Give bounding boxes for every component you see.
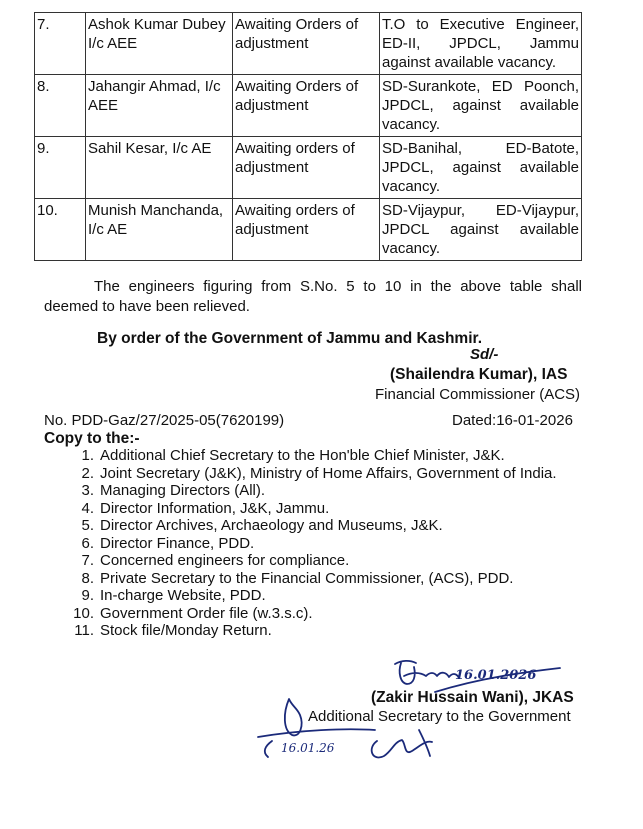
engineer-name: Jahangir Ahmad, I/c AEE (86, 75, 233, 137)
list-item (60, 535, 557, 553)
row-number: 7. (35, 13, 86, 75)
list-item-text: Director Archives, Archaeology and Museums, J&K. (100, 517, 443, 534)
row-number: 10. (35, 199, 86, 261)
posting-cell: SD-Vijaypur, ED-Vijaypur, JPDCL against available vacancy. (380, 199, 582, 261)
list-item-number: 10. (73, 604, 94, 622)
list-item-text: Additional Chief Secretary to the Hon'ble Chief Minister, J&K. (100, 447, 505, 464)
table-row (35, 199, 582, 261)
relieved-note (44, 277, 582, 317)
row-number: 9. (35, 137, 86, 199)
list-item (60, 605, 557, 623)
list-item (60, 500, 557, 518)
posting-cell: SD-Banihal, ED-Batote, JPDCL, against available vacancy. (380, 137, 582, 199)
list-item-number: 1. (81, 447, 94, 464)
list-item-text: Director Finance, PDD. (100, 534, 255, 552)
posting-cell: T.O to Executive Engineer, ED-II, JPDCL, Jammu against available vacancy. (380, 13, 582, 75)
posting-cell: SD-Surankote, ED Poonch, JPDCL, against available vacancy. (380, 75, 582, 137)
list-item-number: 3. (81, 482, 94, 499)
status-cell: Awaiting Orders of adjustment (233, 75, 380, 137)
list-item-text: Private Secretary to the Financial Commissioner, (ACS), PDD. (100, 569, 514, 587)
list-item-number: 6. (81, 534, 94, 552)
list-item-text: Government Order file (w.3.s.c). (100, 604, 313, 622)
list-item (60, 447, 557, 465)
relieved-note-text: The engineers figuring from S.No. 5 to 10 in the above table shall deemed to have been relieved. (44, 278, 582, 315)
list-item-text: Managing Directors (All). (100, 482, 266, 499)
list-item (60, 622, 557, 640)
list-item-text: Stock file/Monday Return. (100, 622, 272, 639)
status-cell: Awaiting orders of adjustment (233, 137, 380, 199)
list-item (60, 465, 557, 483)
table-row (35, 75, 582, 137)
initials-date: 16.01.26 (281, 741, 335, 755)
list-item-number: 5. (81, 517, 94, 534)
list-item (60, 517, 557, 535)
engineer-name: Ashok Kumar Dubey I/c AEE (86, 13, 233, 75)
table-row (35, 137, 582, 199)
attesting-officer-name: (Zakir Hussain Wani), JKAS (371, 689, 574, 706)
list-item (60, 587, 557, 605)
list-item-number: 11. (74, 622, 94, 639)
status-cell: Awaiting Orders of adjustment (233, 13, 380, 75)
transfer-table (34, 12, 582, 261)
list-item (60, 552, 557, 570)
engineer-name: Sahil Kesar, I/c AE (86, 137, 233, 199)
list-item (60, 570, 557, 588)
signatory-designation: Financial Commissioner (ACS) (375, 386, 581, 403)
list-item-text: In-charge Website, PDD. (100, 587, 266, 604)
signatory-name: (Shailendra Kumar), IAS (390, 366, 568, 383)
copy-to-heading: Copy to the:- (44, 430, 140, 447)
list-item (60, 482, 557, 500)
engineer-name: Munish Manchanda, I/c AE (86, 199, 233, 261)
list-item-text: Joint Secretary (J&K), Ministry of Home Affairs, Government of India. (100, 464, 557, 482)
list-item-number: 4. (81, 499, 94, 517)
status-cell: Awaiting orders of adjustment (233, 199, 380, 261)
table-row (35, 13, 582, 75)
handwritten-date: 16.01.2026 (455, 668, 537, 683)
attesting-officer-designation: Additional Secretary to the Government (308, 708, 571, 725)
list-item-number: 9. (81, 587, 94, 604)
copy-to-list (60, 447, 557, 640)
list-item-number: 8. (81, 569, 94, 587)
sd-mark: Sd/- (470, 346, 499, 363)
list-item-number: 2. (81, 464, 94, 482)
order-line: By order of the Government of Jammu and Kashmir. (97, 330, 482, 347)
row-number: 8. (35, 75, 86, 137)
list-item-text: Concerned engineers for compliance. (100, 552, 350, 569)
reference-number: No. PDD-Gaz/27/2025-05(7620199) (44, 412, 285, 429)
list-item-number: 7. (81, 552, 94, 569)
reference-date: Dated:16-01-2026 (452, 412, 573, 429)
list-item-text: Director Information, J&K, Jammu. (100, 499, 330, 517)
